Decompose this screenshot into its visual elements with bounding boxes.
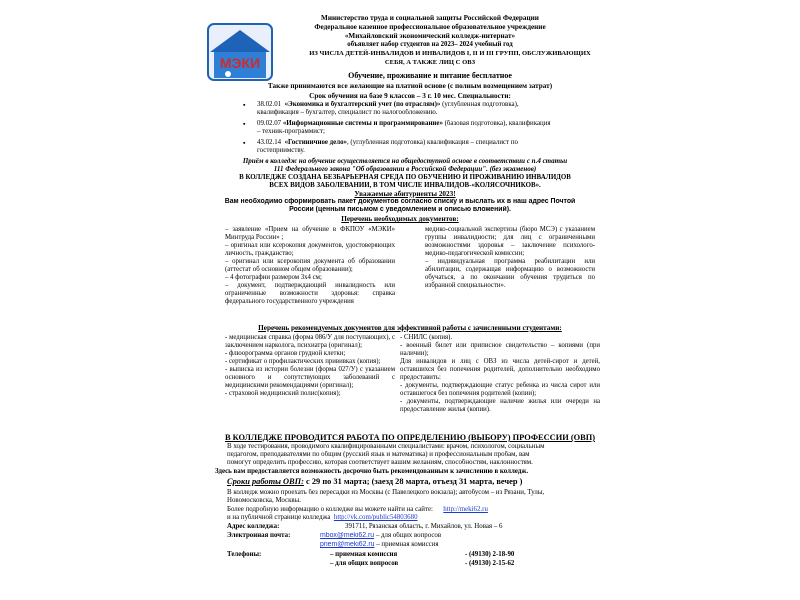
list-item: – оригинал или ксерокопия документа об образовании (аттестат об основном общем образовании); xyxy=(225,258,395,273)
specialty-code: 38.02.01 xyxy=(257,101,282,108)
email-row: priem@meki62.ru – приемная комиссия xyxy=(320,541,439,548)
career-term-value: с 29 по 31 марта; (заезд 28 марта, отъезд 31 марта, вечер ) xyxy=(303,477,523,486)
list-item: - военный билет или приписное свидетельство – копиями (при наличии); xyxy=(400,342,600,357)
greeting: Уважаемые абитуриенты 2023! xyxy=(354,190,456,198)
specialty-item: 09.02.07 «Информационные системы и программирование» (базовая подготовка), квалификация xyxy=(257,120,551,127)
email-admission-link[interactable]: priem@meki62.ru xyxy=(320,541,375,548)
specialty-name: «Экономика и бухгалтерский учет (по отраслям)» xyxy=(284,101,441,108)
email-row: mbox@meki62.ru – для общих вопросов xyxy=(320,532,442,539)
college-name: «Михайловский экономический колледж-интернат» xyxy=(344,32,516,40)
barrier-free-line: В КОЛЛЕДЖЕ СОЗДАНА БЕЗБАРЬЕРНАЯ СРЕДА ПО ОБУЧЕНИЮ И ПРОЖИВАНИЮ ИНВАЛИДОВ xyxy=(239,174,571,181)
target-group-line: ИЗ ЧИСЛА ДЕТЕЙ-ИНВАЛИДОВ И ИНВАЛИДОВ I, II И III ГРУПП, ОБСЛУЖИВАЮЩИХ xyxy=(309,50,591,57)
list-item: – 4 фотографии размером 3х4 см; xyxy=(225,274,322,281)
specialty-qualification: – техник-программист; xyxy=(257,128,325,135)
packet-instruction: Вам необходимо сформировать пакет документов согласно списку и выслать их в наш адрес Почтой xyxy=(224,198,576,205)
list-item: – индивидуальная программа реабилитации или абилитации, содержащая информацию о возможности обучаться, а по окончании обучения трудиться по избранной специальности». xyxy=(425,258,595,289)
phone-name: – для общих вопросов xyxy=(330,560,399,567)
list-item: - документы, подтверждающие наличие жилья или очереди на предоставление жилья (копии). xyxy=(400,398,600,413)
list-item: – документ, подтверждающий инвалидность или ограниченные возможности здоровья: справка федерального государственного учреждения xyxy=(225,282,395,305)
recommended-docs-left xyxy=(225,334,395,398)
list-item: - медицинская справка (форма 086/У для поступающих), с заключением нарколога, психиатра (оригинал); xyxy=(225,334,395,349)
list-item: - страховой медицинский полис(копия); xyxy=(225,390,341,397)
list-item: - флюорограмма органов грудной клетки; xyxy=(225,350,346,357)
vk-info: и на публичной странице колледжа http://vk.com/public54803680 xyxy=(227,514,418,521)
list-item: медико-социальной экспертизы (бюро МСЭ) с указанием группы инвалидности; для лиц с ограниченными возможностями здоровья – заключение психолого-медико-педагогической комиссии; xyxy=(425,226,595,257)
career-term-label: Сроки работы ОВП: xyxy=(227,477,304,486)
site-info: Более подробную информацию о колледже вы можете найти на сайте: http://meki62.ru xyxy=(227,506,488,513)
free-training: Обучение, проживание и питание бесплатное xyxy=(348,71,512,80)
career-heading: В КОЛЛЕДЖЕ ПРОВОДИТСЯ РАБОТА ПО ОПРЕДЕЛЕНИЮ (ВЫБОРУ) ПРОФЕССИИ (ОВП) xyxy=(224,433,596,442)
career-text: помогут определить профессию, которая соответствует вашим желаниям, способностям, наклонностям. xyxy=(227,459,533,466)
bullet-icon: ▪ xyxy=(243,120,246,128)
list-item: – заявление «Прием на обучение в ФКПОУ «МЭКИ» Минтруда России» ; xyxy=(225,226,395,241)
address-label: Адрес колледжа: xyxy=(227,523,280,530)
list-item: - выписка из истории болезни (форма 027/У) с указанием основного и сопутствующих заболеваний с медицинскими рекомендациями (оригинал); xyxy=(225,366,395,389)
required-docs-right xyxy=(425,226,595,290)
phone-number: - (49130) 2-18-90 xyxy=(465,551,515,558)
bullet-icon: ▪ xyxy=(243,101,246,109)
paid-training: Также принимаются все желающие на платной основе (с полным возмещением затрат) xyxy=(267,82,553,90)
specialty-item: 38.02.01 «Экономика и бухгалтерский учет (по отраслям)» (углубленная подготовка), xyxy=(257,101,519,108)
career-text: В ходе тестирования, проводимого квалифицированными специалистами: врачом, психологом, социальным xyxy=(227,443,545,450)
specialty-item: 43.02.14 «Гостиничное дело», (углубленная подготовка) квалификация – специалист по xyxy=(257,139,518,146)
institution-line: Федеральное казенное профессиональное образовательное учреждение xyxy=(314,23,546,31)
specialty-code: 43.02.14 xyxy=(257,139,282,146)
list-item: - сертификат о профилактических прививках (копия); xyxy=(225,358,381,365)
vk-link[interactable]: http://vk.com/public54803680 xyxy=(333,514,418,521)
early-recommendation: Здесь вам предоставляется возможность досрочно быть рекомендованным к зачислению в колледж. xyxy=(215,468,529,475)
specialty-qualification: квалификация – бухгалтер, специалист по налогообложению. xyxy=(257,109,438,116)
target-group-line-2: СЕБЯ, А ТАКЖЕ ЛИЦ С ОВЗ xyxy=(384,59,476,66)
career-text: педагогом, преподавателями по общим (русский язык и математика) и профессиональным пробам, вам xyxy=(227,451,530,458)
list-item: – оригинал или ксерокопия документов, удостоверяющих личность, гражданство; xyxy=(225,242,395,257)
packet-instruction-2: России (ценным письмом с уведомлением и описью вложений). xyxy=(289,206,511,213)
list-item: - документы, подтверждающие статус ребенка из числа сирот или оставшегося без попечения родителей (копии); xyxy=(400,382,600,397)
enrollment-line: объявляет набор студентов на 2023– 2024 учебный год xyxy=(347,41,513,48)
travel-info-2: Новомосковска, Москвы. xyxy=(227,497,302,504)
specialty-qualification: гостеприимству. xyxy=(257,147,305,154)
specialty-name: «Гостиничное дело» xyxy=(284,139,347,146)
travel-info: В колледж можно проехать без пересадки из Москвы (с Павелецкого вокзала); автобусом – из Рязани, Тулы, xyxy=(227,489,545,496)
phone-number: - (49130) 2-15-62 xyxy=(465,560,515,567)
specialty-code: 09.02.07 xyxy=(257,120,282,127)
list-item: - СНИЛС (копия). xyxy=(400,334,453,341)
recommended-docs-heading: Перечень рекомендуемых документов для эффективной работы с зачисленными студентами: xyxy=(258,324,562,332)
phone-name: – приемная комиссия xyxy=(330,551,398,558)
email-general-link[interactable]: mbox@meki62.ru xyxy=(320,532,375,539)
phones-label: Телефоны: xyxy=(227,551,262,558)
career-term xyxy=(227,477,602,487)
required-docs-heading: Перечень необходимых документов: xyxy=(341,215,459,223)
email-label: Электронная почта: xyxy=(227,532,291,539)
specialty-name: «Информационные системы и программирование» xyxy=(282,120,443,127)
admission-law: 111 Федерального закона "Об образовании в Российской Федерации". (без экзаменов) xyxy=(273,165,537,173)
ministry-line: Министерство труда и социальной защиты Российской Федерации xyxy=(321,14,539,22)
admission-basis: Приём в колледж на обучение осуществляется на общедоступной основе в соответствии с п.4 статьи xyxy=(242,157,568,165)
logo-text: МЭКИ xyxy=(219,55,261,71)
address-value: 391711, Рязанская область, г. Михайлов, ул. Новая – 6 xyxy=(345,523,503,530)
barrier-free-line-2: ВСЕХ ВИДОВ ЗАБОЛЕВАНИЙ, В ТОМ ЧИСЛЕ ИНВАЛИДОВ-«КОЛЯСОЧНИКОВ». xyxy=(269,182,541,189)
training-term: Срок обучения на базе 9 классов – 3 г. 10 мес. Специальности: xyxy=(309,92,511,100)
required-docs-left xyxy=(225,226,395,306)
recommended-docs-right xyxy=(400,334,600,414)
site-link[interactable]: http://meki62.ru xyxy=(443,506,488,513)
list-item: Для инвалидов и лиц с ОВЗ из числа детей-сирот и детей, оставшихся без попечения родителей, дополнительно необходимо предоставить: xyxy=(400,358,600,381)
bullet-icon: ▪ xyxy=(243,139,246,147)
